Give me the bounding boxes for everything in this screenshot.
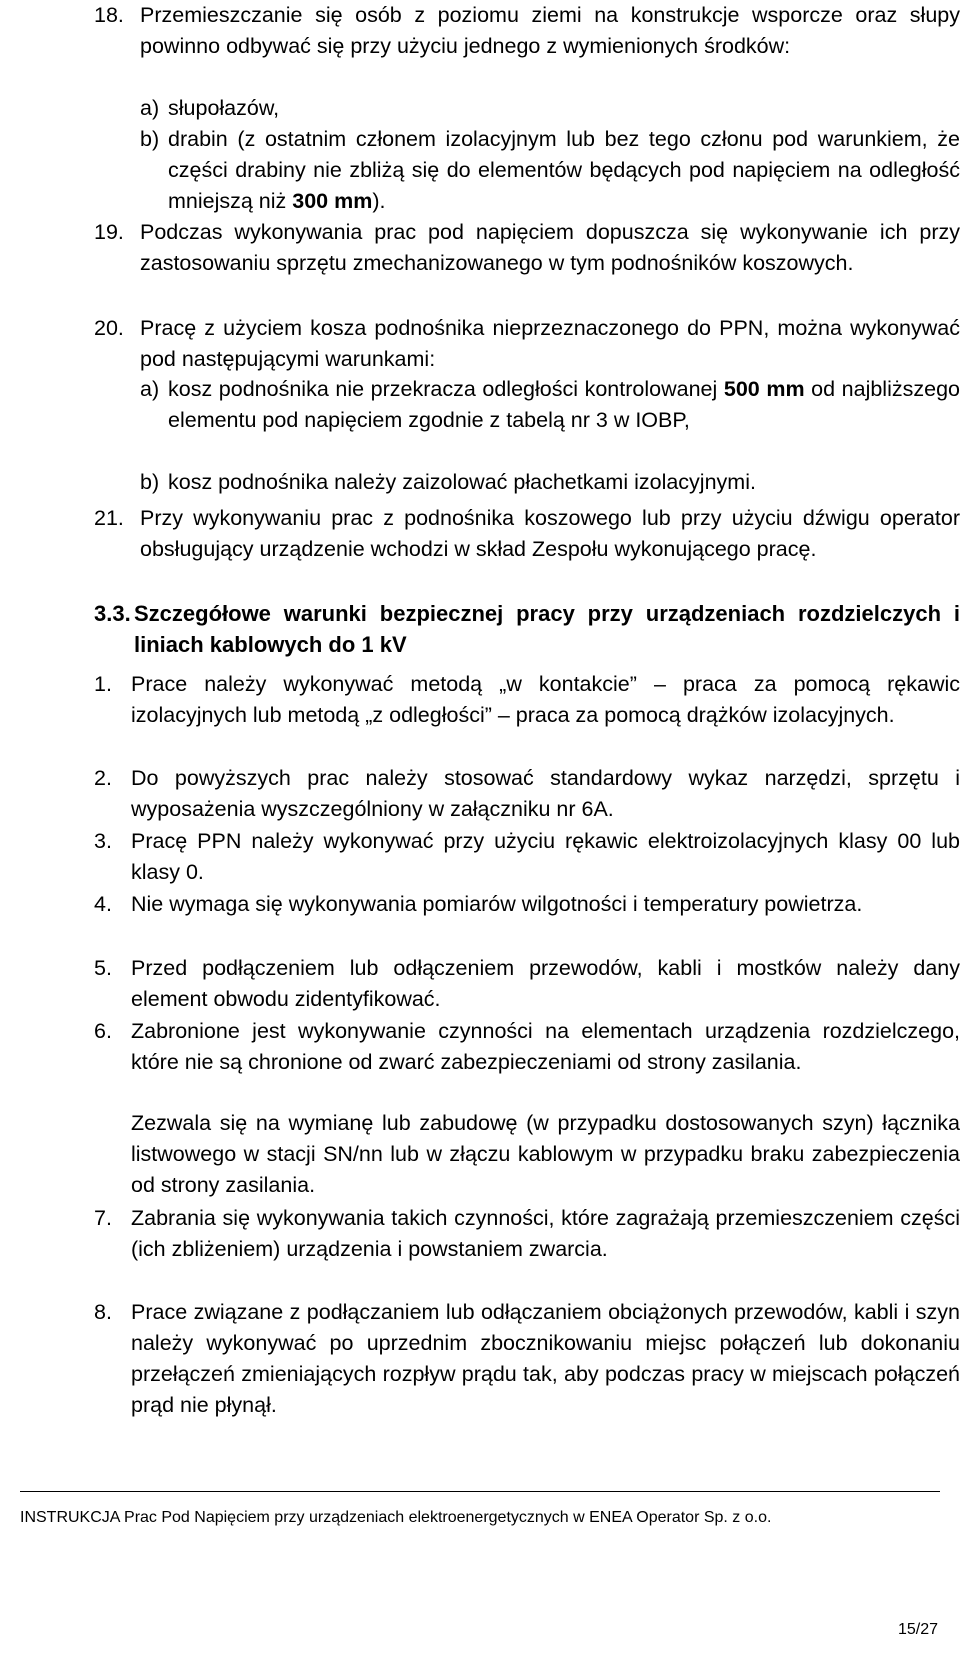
item-text: Przed podłączeniem lub odłączeniem przewodów, kabli i mostków należy dany element obwodu zidentyfikować.	[131, 956, 960, 1011]
list-item-20	[94, 313, 960, 375]
section-item-6	[94, 1016, 960, 1078]
section-item-7	[94, 1203, 960, 1265]
sub-item-18b	[140, 124, 960, 217]
sub-item-text: kosz podnośnika należy zaizolować płachetkami izolacyjnymi.	[168, 470, 756, 494]
list-item-18	[94, 0, 960, 62]
page-number: 15/27	[897, 1621, 938, 1638]
sub-item-text-part: od najbliższego elementu pod napięciem zgodnie z tabelą nr 3 w IOBP,	[168, 377, 960, 432]
sub-item-text	[168, 124, 960, 217]
item-text: Pracę PPN należy wykonywać przy użyciu rękawic elektroizolacyjnych klasy 00 lub klasy 0.	[131, 829, 960, 884]
item-number: 5.	[94, 956, 112, 980]
item-number: 19.	[94, 220, 124, 244]
sub-item-20b	[140, 467, 960, 498]
item-text: Pracę z użyciem kosza podnośnika nieprzeznaczonego do PPN, można wykonywać pod następującymi warunkami:	[140, 316, 960, 371]
section-item-6-paragraph: Zezwala się na wymianę lub zabudowę (w przypadku dostosowanych szyn) łącznika listwowego w stacji SN/nn lub w złączu kablowym w przypadku braku zabezpieczenia od strony zasilania.	[131, 1111, 960, 1197]
item-number: 18.	[94, 3, 124, 27]
item-number: 7.	[94, 1206, 112, 1230]
sub-item-bold-value: 300 mm	[292, 189, 373, 213]
item-text: Prace należy wykonywać metodą „w kontakcie” – praca za pomocą rękawic izolacyjnych lub metodą „z odległości” – praca za pomocą drążków izolacyjnych.	[131, 672, 960, 727]
item-text: Podczas wykonywania prac pod napięciem dopuszcza się wykonywanie ich przy zastosowaniu sprzętu zmechanizowanego w tym podnośników koszowych.	[140, 220, 960, 275]
sub-item-20a	[140, 374, 960, 436]
sub-item-text-part: ).	[372, 189, 386, 213]
item-number: 8.	[94, 1300, 112, 1324]
item-text: Zabrania się wykonywania takich czynności, które zagrażają przemieszczeniem części (ich zbliżeniem) urządzenia i powstaniem zwarcia.	[131, 1206, 960, 1261]
sub-item-18a	[140, 93, 960, 124]
item-text: Do powyższych prac należy stosować standardowy wykaz narzędzi, sprzętu i wyposażenia wyszczególniony w załączniku nr 6A.	[131, 766, 960, 821]
footer-divider	[20, 1491, 940, 1492]
item-text: Nie wymaga się wykonywania pomiarów wilgotności i temperatury powietrza.	[131, 892, 863, 916]
item-number: 2.	[94, 766, 112, 790]
item-number: 6.	[94, 1019, 112, 1043]
section-item-4	[94, 889, 960, 920]
section-item-1	[94, 669, 960, 731]
sub-item-text: słupołazów,	[168, 96, 280, 120]
section-item-3	[94, 826, 960, 888]
list-item-21	[94, 503, 960, 565]
sub-item-label: a)	[140, 377, 160, 401]
item-number: 21.	[94, 506, 124, 530]
sub-item-label: a)	[140, 96, 160, 120]
item-number: 1.	[94, 672, 112, 696]
item-text: Prace związane z podłączaniem lub odłączaniem obciążonych przewodów, kabli i szyn należy wykonywać po uprzednim zbocznikowaniu miejsc połączeń lub dokonaniu przełączeń zmieniających rozpływ prądu tak, aby podczas pracy w miejscach połączeń prąd nie płynął.	[131, 1300, 960, 1417]
footer-text: INSTRUKCJA Prac Pod Napięciem przy urządzeniach elektroenergetycznych w ENEA Operator Sp. z o.o.	[20, 1509, 772, 1526]
sub-item-label: b)	[140, 470, 160, 494]
item-text: Zabronione jest wykonywanie czynności na elementach urządzenia rozdzielczego, które nie są chronione od zwarć zabezpieczeniami od strony zasilania.	[131, 1019, 960, 1074]
sub-item-label: b)	[140, 127, 160, 151]
list-item-19	[94, 217, 960, 279]
item-number: 20.	[94, 316, 124, 340]
section-item-2	[94, 763, 960, 825]
item-number: 4.	[94, 892, 112, 916]
item-text: Przy wykonywaniu prac z podnośnika koszowego lub przy użyciu dźwigu operator obsługujący urządzenie wchodzi w skład Zespołu wykonującego pracę.	[140, 506, 960, 561]
sub-item-text	[168, 374, 960, 436]
sub-item-text-part: drabin (z ostatnim członem izolacyjnym lub bez tego członu pod warunkiem, że części drabiny nie zbliżą się do elementów będących pod napięciem na odległość mniejszą niż	[168, 127, 960, 213]
section-item-8	[94, 1297, 960, 1421]
section-item-5	[94, 953, 960, 1015]
section-number: 3.3.	[94, 601, 131, 626]
section-heading	[94, 598, 960, 660]
sub-item-text-part: kosz podnośnika nie przekracza odległości kontrolowanej	[168, 377, 724, 401]
section-title: Szczegółowe warunki bezpiecznej pracy przy urządzeniach rozdzielczych i liniach kablowych do 1 kV	[134, 601, 960, 657]
item-number: 3.	[94, 829, 112, 853]
sub-item-bold-value: 500 mm	[723, 377, 805, 401]
item-text: Przemieszczanie się osób z poziomu ziemi na konstrukcje wsporcze oraz słupy powinno odbywać się przy użyciu jednego z wymienionych środków:	[140, 3, 960, 58]
